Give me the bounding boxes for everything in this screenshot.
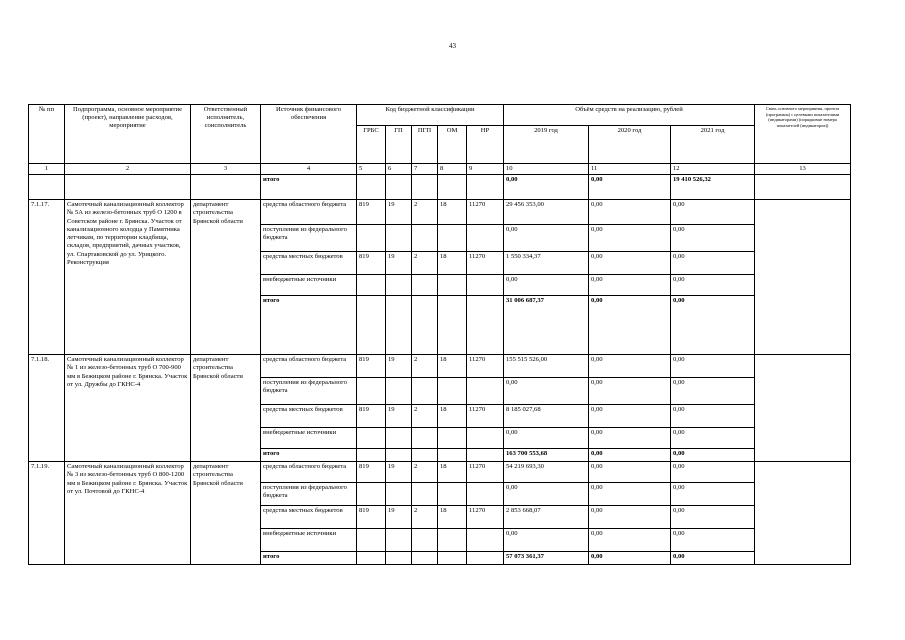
- funding-source: внебюджетные источники: [261, 529, 357, 552]
- item-executor: департамент строительства Брянской области: [191, 462, 261, 565]
- amount-y2021: 0,00: [671, 483, 755, 506]
- col-number: 7: [412, 164, 438, 175]
- code-nr: 11270: [467, 355, 504, 378]
- code-nr: 11270: [467, 405, 504, 428]
- header-program: Подпрограмма, основное мероприятие (проект), направление расходов, мероприятие: [65, 105, 191, 164]
- funding-source: средства местных бюджетов: [261, 506, 357, 529]
- code-grbs: 819: [357, 200, 386, 225]
- header-pgp: ПГП: [412, 126, 438, 164]
- code-grbs: 819: [357, 252, 386, 275]
- code-grbs: 819: [357, 506, 386, 529]
- amount-y2020: 0,00: [589, 483, 671, 506]
- code-om: 18: [438, 200, 467, 225]
- code-om: [438, 275, 467, 296]
- code-grbs: 819: [357, 355, 386, 378]
- total-label: итого: [261, 552, 357, 565]
- header-gp: ГП: [386, 126, 412, 164]
- amount-y2019: 0,00: [504, 378, 589, 405]
- amount-y2021: 0,00: [671, 428, 755, 449]
- code-pgp: [412, 275, 438, 296]
- code-om: 18: [438, 405, 467, 428]
- amount-y2019: 0,00: [504, 483, 589, 506]
- header-link: Связь основного мероприятия, проекта (программы) с целевыми показателями (индикаторами) (порядковые номера показателей (индикаторов)): [755, 105, 851, 164]
- code-pgp: [412, 483, 438, 506]
- amount-y2020: 0,00: [589, 405, 671, 428]
- code-nr: [467, 378, 504, 405]
- amount-y2021: 0,00: [671, 506, 755, 529]
- code-nr: 11270: [467, 252, 504, 275]
- code-nr: 11270: [467, 506, 504, 529]
- page-number: 43: [449, 42, 456, 50]
- amount-y2021: 0,00: [671, 252, 755, 275]
- col-number: 11: [589, 164, 671, 175]
- indicator-link: [755, 200, 851, 355]
- amount-y2021: 0,00: [671, 378, 755, 405]
- code-nr: [467, 275, 504, 296]
- amount-y2019: 0,00: [504, 275, 589, 296]
- code-nr: [467, 529, 504, 552]
- code-om: 18: [438, 506, 467, 529]
- total-y2019: 163 700 553,68: [504, 449, 589, 462]
- code-grbs: [357, 428, 386, 449]
- item-number: 7.1.17.: [29, 200, 65, 355]
- item-description: Самотечный канализационный коллектор № 1 из железо-бетонных труб О 700-900 мм в Бежицком районе г. Брянска. Участок от ул. Дружбы до ГКНС-4: [65, 355, 191, 462]
- amount-y2020: 0,00: [589, 378, 671, 405]
- header-year-2019: 2019 год: [504, 126, 589, 164]
- amount-y2020: 0,00: [589, 252, 671, 275]
- code-pgp: 2: [412, 405, 438, 428]
- source-row: [29, 200, 851, 225]
- total-y2020: 0,00: [589, 552, 671, 565]
- total-label: итого: [261, 296, 357, 355]
- amount-y2020: 0,00: [589, 462, 671, 483]
- code-grbs: [357, 225, 386, 252]
- funding-source: средства областного бюджета: [261, 355, 357, 378]
- total-y2021: 0,00: [671, 552, 755, 565]
- code-om: [438, 225, 467, 252]
- header-source: Источник финансового обеспечения: [261, 105, 357, 164]
- amount-y2021: 0,00: [671, 355, 755, 378]
- code-nr: 11270: [467, 462, 504, 483]
- header-volume-group: Объём средств на реализацию, рублей: [504, 105, 755, 126]
- total-y2020: 0,00: [589, 449, 671, 462]
- code-om: [438, 483, 467, 506]
- indicator-link: [755, 355, 851, 462]
- header-row: [29, 105, 851, 126]
- funding-source: средства местных бюджетов: [261, 405, 357, 428]
- amount-y2020: 0,00: [589, 275, 671, 296]
- header-year-2021: 2021 год: [671, 126, 755, 164]
- header-executor: Ответственный исполнитель, соисполнитель: [191, 105, 261, 164]
- amount-y2020: 0,00: [589, 225, 671, 252]
- amount-y2021: 0,00: [671, 275, 755, 296]
- code-gp: [386, 529, 412, 552]
- code-gp: 19: [386, 405, 412, 428]
- code-grbs: [357, 378, 386, 405]
- amount-y2021: 0,00: [671, 200, 755, 225]
- col-number: 9: [467, 164, 504, 175]
- budget-table: [28, 104, 851, 565]
- header-grbs: ГРБС: [357, 126, 386, 164]
- code-pgp: 2: [412, 200, 438, 225]
- carry-total-label: итого: [261, 175, 357, 200]
- code-gp: 19: [386, 200, 412, 225]
- code-pgp: 2: [412, 506, 438, 529]
- item-description: Самотечный канализационный коллектор № 3 из железо-бетонных труб О 800-1200 мм в Бежицком районе г. Брянска. Участок от ул. Почтовой до ГКНС-4: [65, 462, 191, 565]
- code-nr: [467, 225, 504, 252]
- amount-y2021: 0,00: [671, 529, 755, 552]
- code-pgp: [412, 225, 438, 252]
- code-gp: 19: [386, 355, 412, 378]
- funding-source: средства областного бюджета: [261, 200, 357, 225]
- code-grbs: [357, 275, 386, 296]
- funding-source: поступления из федерального бюджета: [261, 225, 357, 252]
- total-y2019: 57 073 361,37: [504, 552, 589, 565]
- amount-y2020: 0,00: [589, 506, 671, 529]
- code-om: [438, 529, 467, 552]
- funding-source: внебюджетные источники: [261, 428, 357, 449]
- code-gp: [386, 428, 412, 449]
- carry-total-row: [29, 175, 851, 200]
- code-pgp: [412, 529, 438, 552]
- code-pgp: 2: [412, 252, 438, 275]
- col-number: 4: [261, 164, 357, 175]
- header-code-group: Код бюджетной классификации: [357, 105, 504, 126]
- code-grbs: [357, 529, 386, 552]
- code-om: 18: [438, 355, 467, 378]
- code-nr: [467, 428, 504, 449]
- amount-y2019: 2 853 668,07: [504, 506, 589, 529]
- code-grbs: 819: [357, 462, 386, 483]
- code-gp: [386, 483, 412, 506]
- amount-y2019: 0,00: [504, 428, 589, 449]
- amount-y2019: 1 550 334,37: [504, 252, 589, 275]
- item-number: 7.1.19.: [29, 462, 65, 565]
- code-gp: [386, 275, 412, 296]
- code-grbs: [357, 483, 386, 506]
- item-description: Самотечный канализационный коллектор № 5А из железо-бетонных труб О 1200 в Советском районе г. Брянска. Участок от канализационного колодца у Памятника летчикам, по территории кладбища, складов, предприятий, дачных участков, ул. Спартаковской до ул. Урицкого. Реконструкция: [65, 200, 191, 355]
- code-pgp: 2: [412, 462, 438, 483]
- total-y2020: 0,00: [589, 296, 671, 355]
- code-pgp: 2: [412, 355, 438, 378]
- item-executor: департамент строительства Брянской области: [191, 200, 261, 355]
- col-number: 5: [357, 164, 386, 175]
- column-number-row: [29, 164, 851, 175]
- amount-y2019: 155 515 526,00: [504, 355, 589, 378]
- indicator-link: [755, 462, 851, 565]
- funding-source: поступления из федерального бюджета: [261, 378, 357, 405]
- total-label: итого: [261, 449, 357, 462]
- amount-y2021: 0,00: [671, 225, 755, 252]
- carry-total-2019: 0,00: [504, 175, 589, 200]
- source-row: [29, 462, 851, 483]
- total-y2019: 31 006 687,37: [504, 296, 589, 355]
- header-year-2020: 2020 год: [589, 126, 671, 164]
- code-gp: [386, 225, 412, 252]
- code-nr: 11270: [467, 200, 504, 225]
- col-number: 10: [504, 164, 589, 175]
- funding-source: поступления из федерального бюджета: [261, 483, 357, 506]
- col-number: 2: [65, 164, 191, 175]
- amount-y2019: 0,00: [504, 529, 589, 552]
- carry-total-2020: 0,00: [589, 175, 671, 200]
- total-y2021: 0,00: [671, 449, 755, 462]
- amount-y2019: 54 219 693,30: [504, 462, 589, 483]
- code-pgp: [412, 428, 438, 449]
- code-om: 18: [438, 252, 467, 275]
- code-gp: 19: [386, 506, 412, 529]
- amount-y2020: 0,00: [589, 200, 671, 225]
- funding-source: средства областного бюджета: [261, 462, 357, 483]
- amount-y2019: 0,00: [504, 225, 589, 252]
- col-number: 12: [671, 164, 755, 175]
- col-number: 6: [386, 164, 412, 175]
- code-gp: [386, 378, 412, 405]
- amount-y2019: 8 185 027,68: [504, 405, 589, 428]
- col-number: 13: [755, 164, 851, 175]
- code-gp: 19: [386, 252, 412, 275]
- code-pgp: [412, 378, 438, 405]
- amount-y2019: 29 456 353,00: [504, 200, 589, 225]
- code-om: [438, 428, 467, 449]
- header-om: ОМ: [438, 126, 467, 164]
- col-number: 8: [438, 164, 467, 175]
- code-om: 18: [438, 462, 467, 483]
- amount-y2021: 0,00: [671, 405, 755, 428]
- amount-y2020: 0,00: [589, 428, 671, 449]
- header-no: № пп: [29, 105, 65, 164]
- item-number: 7.1.18.: [29, 355, 65, 462]
- col-number: 3: [191, 164, 261, 175]
- source-row: [29, 355, 851, 378]
- amount-y2021: 0,00: [671, 462, 755, 483]
- amount-y2020: 0,00: [589, 355, 671, 378]
- item-executor: департамент строительства Брянской области: [191, 355, 261, 462]
- header-nr: НР: [467, 126, 504, 164]
- code-gp: 19: [386, 462, 412, 483]
- carry-total-2021: 19 410 526,32: [671, 175, 755, 200]
- col-number: 1: [29, 164, 65, 175]
- funding-source: средства местных бюджетов: [261, 252, 357, 275]
- code-grbs: 819: [357, 405, 386, 428]
- total-y2021: 0,00: [671, 296, 755, 355]
- amount-y2020: 0,00: [589, 529, 671, 552]
- code-om: [438, 378, 467, 405]
- funding-source: внебюджетные источники: [261, 275, 357, 296]
- code-nr: [467, 483, 504, 506]
